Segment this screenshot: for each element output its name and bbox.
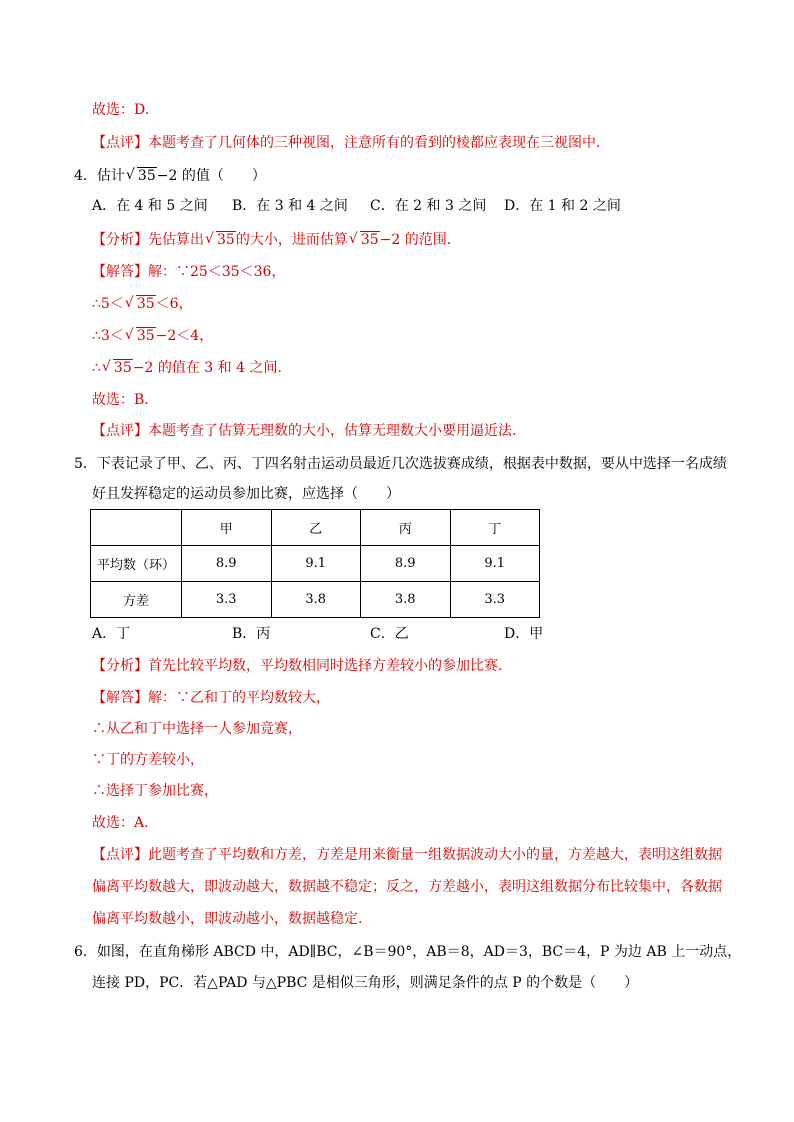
- table-cell: 平均数（环）: [91, 546, 182, 582]
- q3-comment-text: 本题考查了几何体的三种视图，注意所有的看到的棱都应表现在三视图中.: [148, 135, 601, 151]
- q4-stem-pre: 估计: [96, 168, 125, 184]
- table-header-cell: [91, 510, 182, 546]
- table-cell: 9.1: [271, 546, 361, 582]
- q4-answer-4: [92, 358, 282, 378]
- q4-analysis-radicand-2: 35: [360, 232, 379, 248]
- q5-stem-1-text: 下表记录了甲、乙、丙、丁四名射击运动员最近几次选拔赛成绩，根据表中数据，要从中选择一名成绩: [96, 456, 727, 472]
- q5-option-b: B．丙: [232, 626, 271, 642]
- q4-analysis-sqrt-1: [205, 230, 236, 250]
- q5-answer-4: ∴选择丁参加比赛，: [92, 783, 218, 799]
- q4-options: [92, 196, 621, 216]
- q4-answer-2-sqrt: [125, 294, 156, 314]
- q6-stem-1: [74, 942, 741, 962]
- q3-choice: 故选：D.: [92, 102, 150, 118]
- q4-radicand: 35: [137, 168, 156, 184]
- q4-answer-3-post: −2＜4，: [155, 328, 214, 344]
- q4-analysis-post: −2 的范围.: [379, 232, 452, 248]
- q5-comment-1-text: 此题考查了平均数和方差，方差是用来衡量一组数据波动大小的量，方差越大，表明这组数据: [148, 847, 722, 863]
- q4-analysis-radicand-1: 35: [217, 232, 235, 248]
- q4-analysis-sqrt-2: [349, 230, 380, 250]
- q4-option-a: A．在 4 和 5 之间: [92, 198, 208, 214]
- q5-score-table: [90, 509, 540, 618]
- q4-answer-3-pre: ∴3＜: [92, 328, 124, 344]
- table-header-cell: 丙: [361, 510, 451, 546]
- q6-number: 6．: [74, 944, 97, 960]
- q4-choice: 故选：B.: [92, 392, 149, 408]
- q4-answer-tag: 【解答】: [92, 264, 148, 280]
- q5-stem-2: 好且发挥稳定的运动员参加比赛，应选择（ ）: [92, 486, 400, 502]
- q5-option-a: A．丁: [92, 626, 131, 642]
- table-header-cell: 丁: [450, 510, 540, 546]
- q6-stem-1-text: 如图，在直角梯形 ABCD 中，AD∥BC，∠B＝90°，AB＝8，AD＝3，BC＝4，P 为边 AB 上一动点，: [96, 944, 742, 960]
- table-row: [91, 582, 540, 618]
- q5-comment-tag: 【点评】: [92, 847, 148, 863]
- q5-options: [92, 624, 543, 644]
- q5-comment-3: 偏离平均数越小，即波动越小，数据越稳定.: [92, 911, 363, 927]
- table-cell: 3.3: [450, 582, 540, 618]
- q5-option-c: C．乙: [370, 626, 409, 642]
- q4-answer-4-sqrt: [102, 358, 133, 378]
- q5-answer-3: ∵丁的方差较小，: [92, 752, 204, 768]
- q6-stem-2: 连接 PD，PC．若△PAD 与△PBC 是相似三角形，则满足条件的点 P 的个数是（ ）: [92, 975, 639, 991]
- q4-option-d: D．在 1 和 2 之间: [504, 198, 621, 214]
- q4-answer-2-post: ＜6，: [155, 296, 193, 312]
- q5-analysis-text: 首先比较平均数，平均数相同时选择方差较小的参加比赛.: [148, 658, 503, 674]
- q5-option-d: D．甲: [504, 626, 544, 642]
- table-cell: 3.8: [271, 582, 361, 618]
- q4-option-b: B．在 3 和 4 之间: [232, 198, 348, 214]
- q3-comment-tag: 【点评】: [92, 135, 148, 151]
- q4-answer-3: [92, 326, 213, 346]
- table-cell: 3.8: [361, 582, 451, 618]
- q4-answer-4-radicand: 35: [113, 360, 132, 376]
- q4-answer-3-sqrt: [125, 326, 156, 346]
- q5-answer-1: [92, 688, 330, 708]
- table-header-cell: 甲: [182, 510, 272, 546]
- q4-analysis: [92, 230, 451, 250]
- q5-analysis-tag: 【分析】: [92, 658, 148, 674]
- q5-answer-2: ∴从乙和丁中选择一人参加竞赛，: [92, 721, 302, 737]
- q4-answer-4-post: −2 的值在 3 和 4 之间.: [132, 360, 282, 376]
- table-cell: 3.3: [182, 582, 272, 618]
- table-header-cell: 乙: [271, 510, 361, 546]
- q4-answer-2: [92, 294, 193, 314]
- q4-option-c: C．在 2 和 3 之间: [370, 198, 487, 214]
- q5-stem-1: [74, 454, 727, 474]
- table-cell: 9.1: [450, 546, 540, 582]
- q4-analysis-pre: 先估算出: [148, 232, 204, 248]
- q4-sqrt: [126, 166, 157, 186]
- q4-answer-3-radicand: 35: [136, 328, 155, 344]
- q5-answer-1-text: 解：∵乙和丁的平均数较大，: [148, 690, 330, 706]
- table-cell: 8.9: [182, 546, 272, 582]
- q4-number: 4．: [74, 168, 97, 184]
- q3-comment: [92, 133, 600, 153]
- table-cell: 8.9: [361, 546, 451, 582]
- q4-answer-2-radicand: 35: [136, 296, 155, 312]
- q4-analysis-tag: 【分析】: [92, 232, 148, 248]
- q4-answer-2-pre: ∴5＜: [92, 296, 124, 312]
- q5-analysis: [92, 656, 502, 676]
- table-header-row: [91, 510, 540, 546]
- q4-stem: [74, 166, 266, 186]
- q4-stem-post: −2 的值（ ）: [156, 168, 266, 184]
- q5-comment-2: 偏离平均数越大，即波动越大，数据越不稳定；反之，方差越小，表明这组数据分布比较集中，各数据: [92, 879, 722, 895]
- q4-comment: [92, 421, 516, 441]
- q4-answer-1: [92, 262, 285, 282]
- q5-choice: 故选：A.: [92, 815, 149, 831]
- table-cell: 方差: [91, 582, 182, 618]
- q4-answer-4-pre: ∴: [92, 360, 101, 376]
- table-row: [91, 546, 540, 582]
- q4-analysis-mid: 的大小，进而估算: [235, 232, 348, 248]
- q4-answer-1-text: 解：∵25＜35＜36，: [148, 264, 286, 280]
- q4-comment-tag: 【点评】: [92, 423, 148, 439]
- q5-answer-tag: 【解答】: [92, 690, 148, 706]
- q5-comment-1: [92, 845, 722, 865]
- q4-comment-text: 本题考查了估算无理数的大小，估算无理数大小要用逼近法.: [148, 423, 517, 439]
- q5-number: 5．: [74, 456, 97, 472]
